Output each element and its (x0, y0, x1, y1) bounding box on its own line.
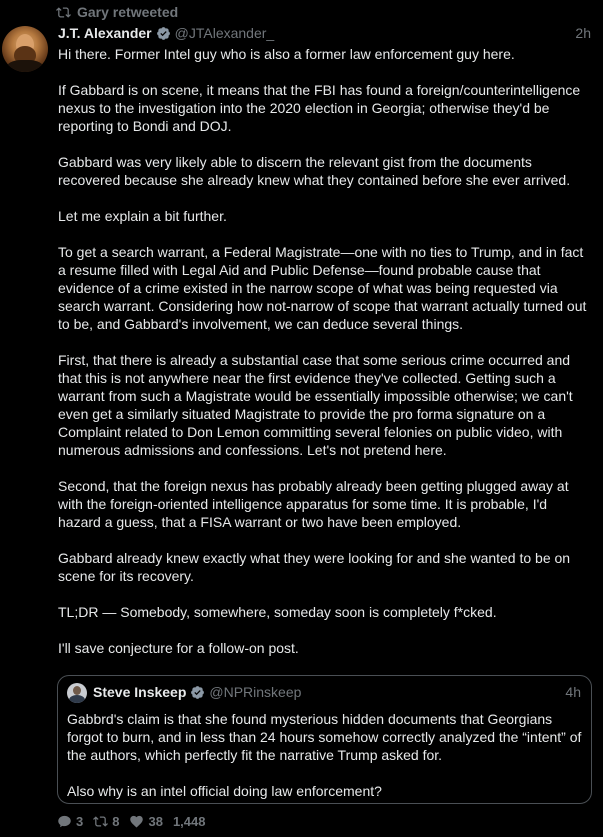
tweet-time[interactable]: 2h (575, 25, 591, 41)
views-count: 1,448 (172, 814, 206, 829)
retweet-count: 8 (112, 814, 120, 829)
tweet-paragraph: Let me explain a bit further. (58, 208, 227, 224)
like-count: 38 (148, 814, 163, 829)
tweet-paragraph: Second, that the foreign nexus has probably already been getting plugged away at with the foreign-oriented intelligence apparatus for some time. It is probable, I'd hazard a guess, that a FISA warrant or two have been employed. (58, 478, 569, 530)
quote-paragraph: Also why is an intel official doing law enforcement? (67, 783, 382, 799)
reply-bubble-icon (57, 814, 72, 829)
quote-paragraph: Gabbrd's claim is that she found mysterious hidden documents that Georgians forgot to burn, and in less than 24 hours somehow correctly analyzed the “intent” of the authors, which perfectly fit the narrative Trump asked for. (67, 711, 582, 763)
quoted-tweet[interactable] (57, 675, 592, 804)
tweet-body (58, 45, 588, 675)
quote-body (67, 710, 587, 818)
like-button[interactable] (129, 814, 162, 829)
tweet-stats (57, 814, 205, 829)
reply-count: 3 (76, 814, 84, 829)
retweet-button[interactable] (93, 814, 119, 829)
author-name[interactable]: J.T. Alexander (58, 25, 152, 41)
tweet-paragraph: Gabbard was very likely able to discern the relevant gist from the documents recovered because she already knew what they contained before she ever arrived. (58, 154, 571, 188)
tweet-paragraph: To get a search warrant, a Federal Magistrate—one with no ties to Trump, and in fact a resume filled with Legal Aid and Public Defense—found probable cause that evidence of a crime existed in the narrow scope of what was being requested via search warrant. Considering how not-narrow of scope that warrant actually turned out to be, and Gabbard's involvement, we can deduce several things. (58, 244, 587, 332)
retweet-label: Gary retweeted (77, 4, 179, 20)
retweet-icon (93, 814, 108, 829)
tweet-paragraph: TL;DR — Somebody, somewhere, someday soon is completely f*cked. (58, 604, 497, 620)
retweet-indicator (56, 4, 178, 20)
tweet-paragraph: Gabbard already knew exactly what they were looking for and she wanted to be on scene for its recovery. (58, 550, 571, 584)
quote-time[interactable]: 4h (565, 684, 581, 700)
quote-author-avatar[interactable] (67, 683, 87, 703)
reply-button[interactable] (57, 814, 83, 829)
tweet-paragraph: First, that there is already a substantial case that some serious crime occurred and that this is not anywhere near the first evidence they've collected. Getting such a warrant from such a Magistrate would be essentially impossible otherwise; we can't even get a similarly situated Magistrate to provide the pro forma signature on a Complaint related to Don Lemon committing several felonies on public video, with numerous admissions and confessions. Let's not pretend here. (58, 352, 573, 458)
tweet-header (58, 24, 591, 42)
tweet-paragraph: If Gabbard is on scene, it means that the FBI has found a foreign/counterintelligence nexus to the investigation into the 2020 election in Georgia; otherwise they'd be reporting to Bondi and DOJ. (58, 82, 581, 134)
author-handle[interactable]: @JTAlexander_ (174, 25, 275, 41)
verified-badge-icon (190, 685, 205, 700)
tweet-paragraph: I'll save conjecture for a follow-on post. (58, 640, 299, 656)
author-avatar[interactable] (2, 26, 48, 72)
heart-icon (129, 814, 144, 829)
quote-header (93, 684, 581, 700)
verified-badge-icon (156, 26, 171, 41)
tweet-paragraph: Hi there. Former Intel guy who is also a former law enforcement guy here. (58, 46, 515, 62)
quote-author-handle[interactable]: @NPRinskeep (209, 684, 302, 700)
quote-author-name[interactable]: Steve Inskeep (93, 684, 187, 700)
retweet-icon (56, 5, 71, 20)
